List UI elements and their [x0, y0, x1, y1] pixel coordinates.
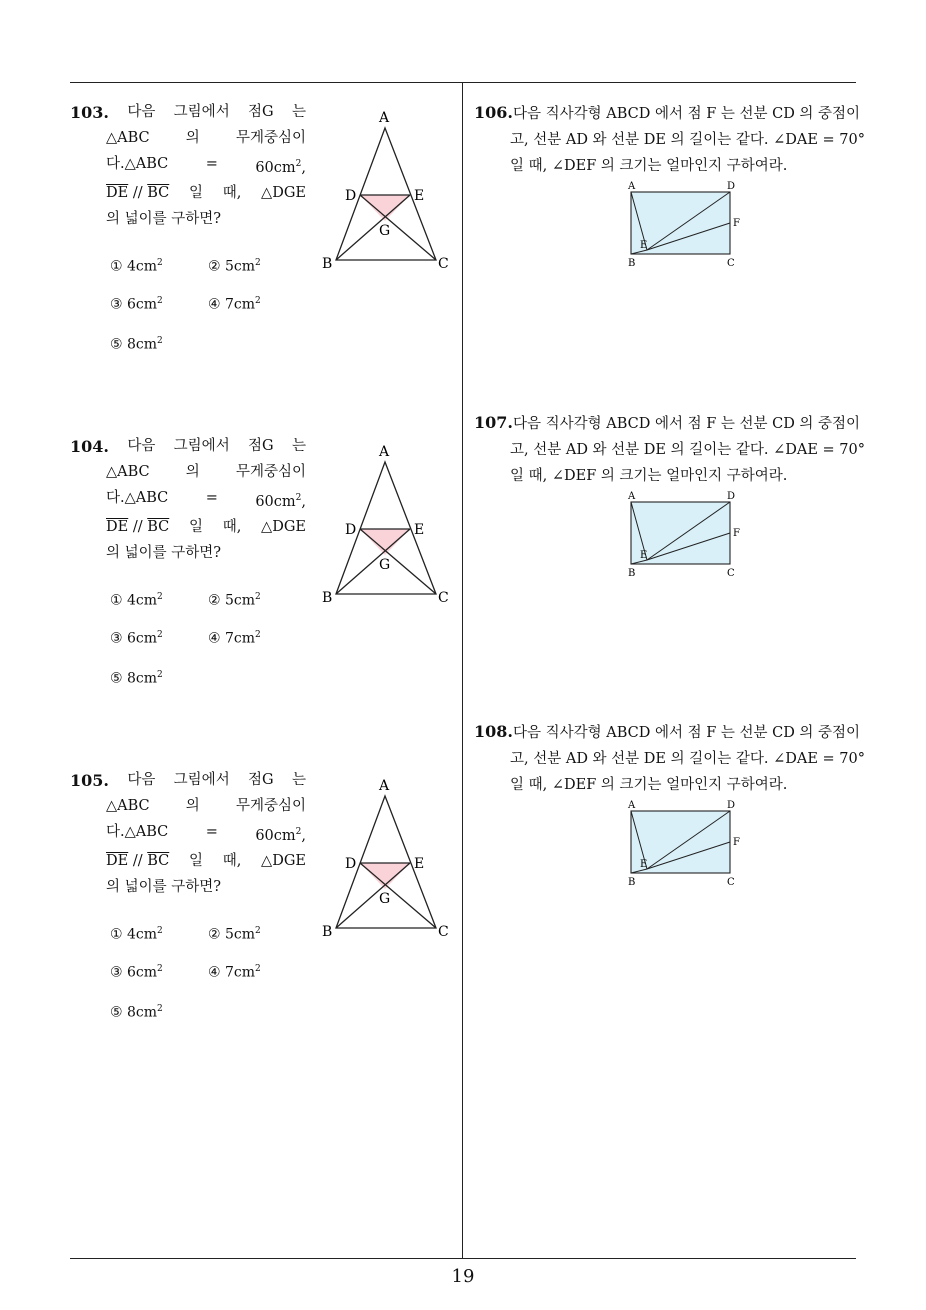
- question-line-1: [474, 410, 860, 438]
- label-d: D: [727, 491, 736, 502]
- choice-exponent: 2: [255, 296, 261, 306]
- question-line-4: [106, 849, 306, 875]
- label-a: A: [379, 778, 390, 794]
- choice-mark: ④: [208, 630, 221, 647]
- choice-exponent: 2: [157, 630, 163, 640]
- question-line-1: [70, 100, 306, 126]
- label-d: D: [345, 188, 357, 204]
- question-line-2: [106, 460, 306, 486]
- question-number: 108.: [474, 722, 513, 741]
- question-number: 107.: [474, 413, 513, 432]
- question-105: [70, 768, 450, 1068]
- label-g: G: [379, 891, 391, 907]
- choice-mark: ①: [110, 258, 123, 275]
- question-word: 일: [188, 185, 203, 202]
- label-a: A: [628, 181, 636, 192]
- segment-bc: $\overline{BC}$: [147, 185, 170, 202]
- choice-exponent: 2: [157, 336, 163, 346]
- question-word: 는: [291, 772, 306, 788]
- question-line-2: 고, 선분 AD 와 선분 DE 의 길이는 같다. ∠DAE = 70°: [510, 441, 865, 458]
- area-value: 60cm: [255, 493, 296, 510]
- choice-value: 4cm: [127, 592, 158, 609]
- question-word: 그림에서: [173, 438, 230, 454]
- question-line-3: 일 때, ∠DEF 의 크기는 얼마인지 구하여라.: [510, 157, 788, 174]
- choice-mark: ⑤: [110, 1004, 123, 1021]
- question-word: 그림에서: [173, 772, 230, 788]
- label-f: F: [733, 528, 740, 539]
- question-text: [474, 410, 865, 489]
- choice-exponent: 2: [157, 926, 163, 936]
- question-line-text: 다음 직사각형 ABCD 에서 점 F 는 선분 CD 의 중점이: [512, 106, 861, 122]
- question-word: △ABC: [106, 797, 150, 814]
- question-word: 점G: [248, 772, 274, 788]
- choice-4[interactable]: [208, 296, 261, 313]
- question-word: 의: [185, 129, 200, 146]
- question-word: 점G: [248, 104, 274, 120]
- choice-value: 7cm: [225, 630, 256, 647]
- question-word: 일: [188, 853, 203, 870]
- choice-mark: ④: [208, 964, 221, 981]
- question-word: 다.△ABC: [106, 823, 169, 840]
- question-word: 때,: [222, 853, 242, 870]
- label-e: E: [640, 240, 648, 251]
- label-b: B: [628, 877, 636, 888]
- question-line-5: [106, 541, 306, 567]
- choice-mark: ③: [110, 296, 123, 313]
- choice-1[interactable]: [110, 592, 163, 609]
- question-word: 다음: [127, 772, 156, 788]
- question-line-1: [70, 434, 306, 460]
- choice-5[interactable]: [110, 670, 163, 687]
- question-word: [106, 849, 169, 875]
- choice-exponent: 2: [157, 296, 163, 306]
- label-b: B: [322, 924, 333, 940]
- question-104: [70, 434, 450, 734]
- question-line-2: 고, 선분 AD 와 선분 DE 의 길이는 같다. ∠DAE = 70°: [510, 131, 865, 148]
- choice-value: 7cm: [225, 296, 256, 313]
- label-e: E: [640, 859, 648, 870]
- area-exponent: 2: [295, 158, 302, 169]
- area-exponent: 2: [295, 492, 302, 503]
- label-c: C: [727, 877, 735, 888]
- question-line-3: 일 때, ∠DEF 의 크기는 얼마인지 구하여라.: [510, 467, 788, 484]
- choice-exponent: 2: [255, 258, 261, 268]
- question-word: △DGE: [261, 185, 306, 202]
- label-g: G: [379, 223, 391, 239]
- question-word: =: [205, 823, 218, 840]
- question-word: [255, 820, 306, 850]
- question-line-4: [106, 515, 306, 541]
- choice-3[interactable]: [110, 964, 163, 981]
- choice-value: 5cm: [225, 926, 256, 943]
- choice-5[interactable]: [110, 1004, 163, 1021]
- question-word: [255, 152, 306, 182]
- label-e: E: [414, 856, 425, 872]
- segment-de: $\overline{DE}$: [106, 853, 129, 870]
- choice-1[interactable]: [110, 926, 163, 943]
- question-word: △DGE: [261, 853, 306, 870]
- choice-exponent: 2: [157, 1004, 163, 1014]
- choice-value: 7cm: [225, 964, 256, 981]
- question-word: 의 넓이를 구하면?: [106, 545, 222, 562]
- label-b: B: [322, 590, 333, 606]
- choice-2[interactable]: [208, 592, 261, 609]
- question-word: =: [205, 155, 218, 172]
- segment-bc: $\overline{BC}$: [147, 853, 170, 870]
- question-word: △DGE: [261, 519, 306, 536]
- question-text: [474, 100, 865, 179]
- question-108: [474, 719, 864, 919]
- question-word: 다.△ABC: [106, 489, 169, 506]
- label-d: D: [345, 856, 357, 872]
- label-d: D: [345, 522, 357, 538]
- question-107: [474, 410, 864, 610]
- question-text: [70, 768, 306, 901]
- choice-mark: ②: [208, 926, 221, 943]
- question-word: 는: [291, 104, 306, 120]
- parallel-symbol: //: [128, 185, 148, 202]
- column-divider: [462, 83, 463, 1258]
- choice-value: 5cm: [225, 258, 256, 275]
- question-number: 106.: [474, 103, 513, 122]
- choice-value: 8cm: [127, 670, 158, 687]
- question-word: 의: [185, 797, 200, 814]
- question-word: 때,: [222, 519, 242, 536]
- label-f: F: [733, 837, 740, 848]
- comma: ,: [301, 159, 306, 176]
- label-a: A: [628, 800, 636, 811]
- choice-exponent: 2: [157, 670, 163, 680]
- question-word: 의 넓이를 구하면?: [106, 879, 222, 896]
- question-word: 다.△ABC: [106, 155, 169, 172]
- segment-de: $\overline{DE}$: [106, 185, 129, 202]
- question-line-3: [106, 486, 306, 516]
- question-word: 무게중심이: [235, 797, 306, 814]
- choice-mark: ①: [110, 592, 123, 609]
- choice-exponent: 2: [157, 258, 163, 268]
- label-f: F: [733, 218, 740, 229]
- question-line-5: [106, 207, 306, 233]
- question-text: [70, 434, 306, 567]
- area-exponent: 2: [295, 826, 302, 837]
- label-c: C: [438, 256, 449, 272]
- question-line-1: [474, 719, 860, 747]
- parallel-symbol: //: [128, 519, 148, 536]
- label-a: A: [379, 110, 390, 126]
- parallel-symbol: //: [128, 853, 148, 870]
- label-a: A: [628, 491, 636, 502]
- choice-exponent: 2: [157, 592, 163, 602]
- question-number: 105.: [70, 771, 109, 790]
- choice-value: 8cm: [127, 1004, 158, 1021]
- choice-5[interactable]: [110, 336, 163, 353]
- centroid-triangle-figure: [318, 438, 458, 608]
- question-word: 다음: [127, 104, 156, 120]
- rectangle-figure: [620, 180, 750, 270]
- label-c: C: [438, 590, 449, 606]
- area-value: 60cm: [255, 159, 296, 176]
- label-e: E: [414, 522, 425, 538]
- question-word: 점G: [248, 438, 274, 454]
- choice-3[interactable]: [110, 296, 163, 313]
- choice-4[interactable]: [208, 964, 261, 981]
- choice-value: 6cm: [127, 630, 158, 647]
- question-number: 104.: [70, 437, 109, 456]
- question-line-text: 다음 직사각형 ABCD 에서 점 F 는 선분 CD 의 중점이: [512, 725, 861, 741]
- label-d: D: [727, 181, 736, 192]
- question-word: △ABC: [106, 129, 150, 146]
- label-c: C: [438, 924, 449, 940]
- choice-exponent: 2: [255, 630, 261, 640]
- question-line-5: [106, 875, 306, 901]
- label-c: C: [727, 568, 735, 579]
- question-line-1: [70, 768, 306, 794]
- label-e: E: [414, 188, 425, 204]
- segment-bc: $\overline{BC}$: [147, 519, 170, 536]
- choice-exponent: 2: [255, 964, 261, 974]
- bottom-rule: [70, 1258, 856, 1259]
- label-b: B: [628, 258, 636, 269]
- page-number: 19: [451, 1266, 475, 1287]
- choice-mark: ③: [110, 630, 123, 647]
- label-a: A: [379, 444, 390, 460]
- question-103: [70, 100, 450, 400]
- choice-exponent: 2: [255, 926, 261, 936]
- choice-value: 4cm: [127, 926, 158, 943]
- question-text: [474, 719, 865, 798]
- question-word: 의: [185, 463, 200, 480]
- question-word: 의 넓이를 구하면?: [106, 211, 222, 228]
- question-word: 무게중심이: [235, 129, 306, 146]
- label-b: B: [628, 568, 636, 579]
- choice-value: 6cm: [127, 964, 158, 981]
- choice-4[interactable]: [208, 630, 261, 647]
- question-word: 는: [291, 438, 306, 454]
- question-line-2: [106, 126, 306, 152]
- choice-mark: ④: [208, 296, 221, 313]
- choice-exponent: 2: [255, 592, 261, 602]
- question-word: 무게중심이: [235, 463, 306, 480]
- question-word: △ABC: [106, 463, 150, 480]
- choice-3[interactable]: [110, 630, 163, 647]
- question-line-3: 일 때, ∠DEF 의 크기는 얼마인지 구하여라.: [510, 776, 788, 793]
- question-word: [106, 181, 169, 207]
- choice-mark: ①: [110, 926, 123, 943]
- question-line-1: [474, 100, 860, 128]
- choice-mark: ⑤: [110, 336, 123, 353]
- label-g: G: [379, 557, 391, 573]
- label-c: C: [727, 258, 735, 269]
- choice-value: 8cm: [127, 336, 158, 353]
- question-line-3: [106, 820, 306, 850]
- question-line-2: [106, 794, 306, 820]
- rectangle-figure: [620, 799, 750, 889]
- area-value: 60cm: [255, 827, 296, 844]
- question-line-4: [106, 181, 306, 207]
- choice-mark: ⑤: [110, 670, 123, 687]
- question-word: [106, 515, 169, 541]
- question-word: =: [205, 489, 218, 506]
- question-word: 일: [188, 519, 203, 536]
- choice-exponent: 2: [157, 964, 163, 974]
- question-line-3: [106, 152, 306, 182]
- label-b: B: [322, 256, 333, 272]
- choice-mark: ②: [208, 258, 221, 275]
- comma: ,: [301, 493, 306, 510]
- choice-mark: ③: [110, 964, 123, 981]
- choice-value: 5cm: [225, 592, 256, 609]
- question-word: 때,: [222, 185, 242, 202]
- question-word: 다음: [127, 438, 156, 454]
- choice-value: 4cm: [127, 258, 158, 275]
- question-line-text: 다음 직사각형 ABCD 에서 점 F 는 선분 CD 의 중점이: [512, 416, 861, 432]
- question-106: [474, 100, 864, 300]
- question-word: 그림에서: [173, 104, 230, 120]
- question-text: [70, 100, 306, 233]
- choice-2[interactable]: [208, 926, 261, 943]
- choice-1[interactable]: [110, 258, 163, 275]
- centroid-triangle-figure: [318, 104, 458, 274]
- label-e: E: [640, 550, 648, 561]
- centroid-triangle-figure: [318, 772, 458, 942]
- rectangle-figure: [620, 490, 750, 580]
- question-line-2: 고, 선분 AD 와 선분 DE 의 길이는 같다. ∠DAE = 70°: [510, 750, 865, 767]
- choice-2[interactable]: [208, 258, 261, 275]
- comma: ,: [301, 827, 306, 844]
- question-word: [255, 486, 306, 516]
- segment-de: $\overline{DE}$: [106, 519, 129, 536]
- top-rule: [70, 82, 856, 83]
- question-number: 103.: [70, 103, 109, 122]
- choice-value: 6cm: [127, 296, 158, 313]
- label-d: D: [727, 800, 736, 811]
- choice-mark: ②: [208, 592, 221, 609]
